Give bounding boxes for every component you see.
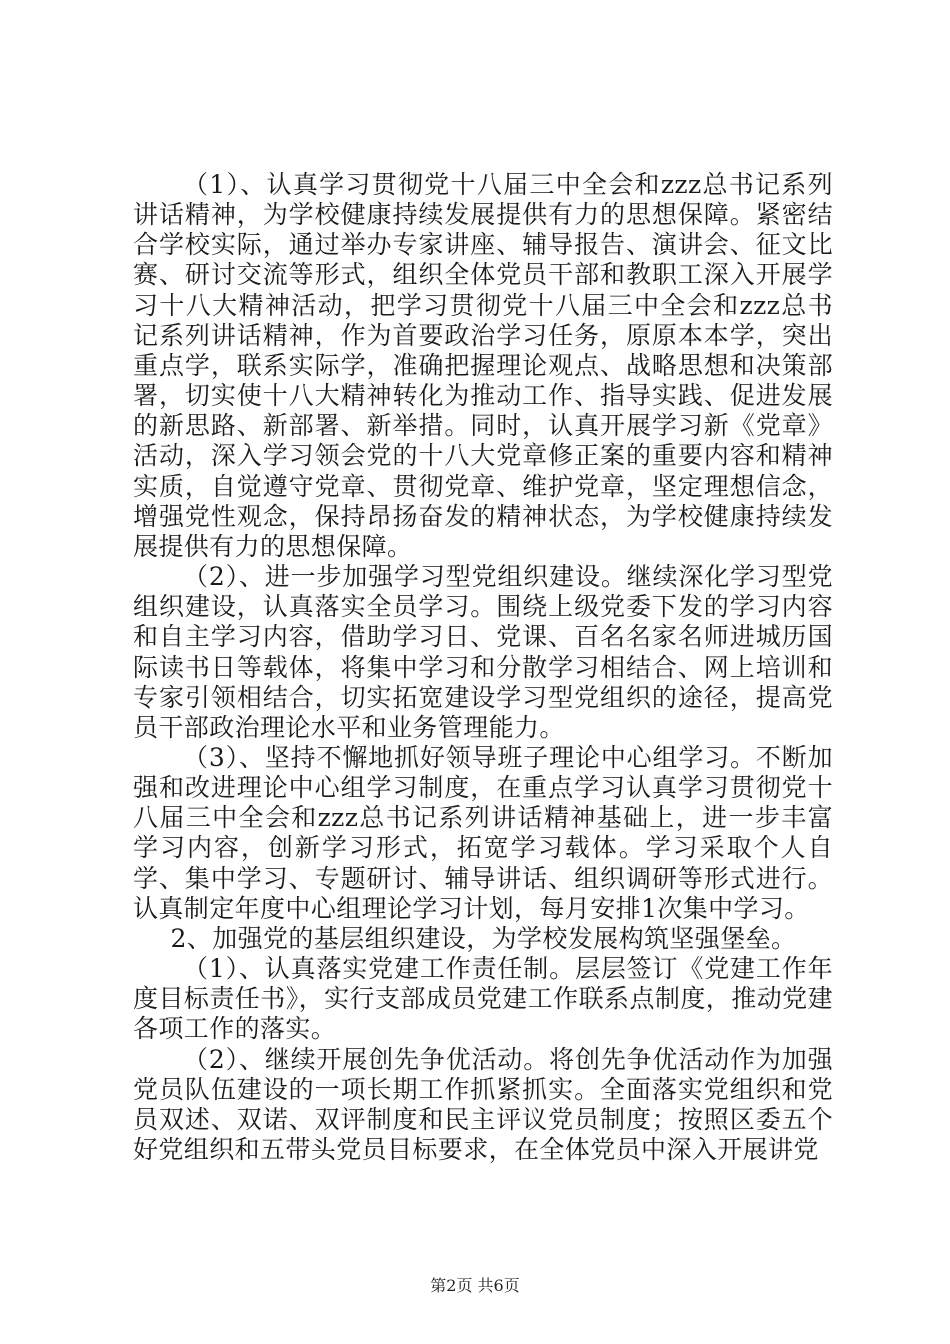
paragraph-theory-group: （3）、坚持不懈地抓好领导班子理论中心组学习。不断加强和改进理论中心组学习制度，在重点学习认真学习贯彻党十八届三中全会和zzz总书记系列讲话精神基础上，进一步丰富学习内容，创新学习形式，拓宽学习载体。学习采取个人自学、集中学习、专题研讨、辅导讲话、组织调研等形式进行。认真制定年度中心组理论学习计划，每月安排1次集中学习。 [133,742,833,923]
page-number: 第2页 共6页 [430,1276,520,1295]
paragraph-excellence-activity: （2）、继续开展创先争优活动。将创先争优活动作为加强党员队伍建设的一项长期工作抓紧抓实。全面落实党组织和党员双述、双诺、双评制度和民主评议党员制度；按照区委五个好党组织和五带头党员目标要求，在全体党员中深入开展讲党 [133,1044,833,1164]
page-footer [0,1276,950,1296]
document-body [133,170,833,1165]
paragraph-learning-organization: （2）、进一步加强学习型党组织建设。继续深化学习型党组织建设，认真落实全员学习。围绕上级党委下发的学习内容和自主学习内容，借助学习日、党课、百名名家名师进城历国际读书日等载体，将集中学习和分散学习相结合、网上培训和专家引领相结合，切实拓宽建设学习型党组织的途径，提高党员干部政治理论水平和业务管理能力。 [133,562,833,742]
paragraph-responsibility-system: （1）、认真落实党建工作责任制。层层签订《党建工作年度目标责任书》，实行支部成员党建工作联系点制度，推动党建各项工作的落实。 [133,954,833,1044]
paragraph-study-spirit: （1）、认真学习贯彻党十八届三中全会和zzz总书记系列讲话精神，为学校健康持续发展提供有力的思想保障。紧密结合学校实际，通过举办专家讲座、辅导报告、演讲会、征文比赛、研讨交流等形式，组织全体党员干部和教职工深入开展学习十八大精神活动，把学习贯彻党十八届三中全会和zzz总书记系列讲话精神，作为首要政治学习任务，原原本本学，突出重点学，联系实际学，准确把握理论观点、战略思想和决策部署，切实使十八大精神转化为推动工作、指导实践、促进发展的新思路、新部署、新举措。同时，认真开展学习新《党章》活动，深入学习领会党的十八大党章修正案的重要内容和精神实质，自觉遵守党章、贯彻党章、维护党章，坚定理想信念，增强党性观念，保持昂扬奋发的精神状态，为学校健康持续发展提供有力的思想保障。 [133,170,833,561]
section-heading-grassroots: 2、加强党的基层组织建设，为学校发展构筑坚强堡垒。 [170,923,797,953]
